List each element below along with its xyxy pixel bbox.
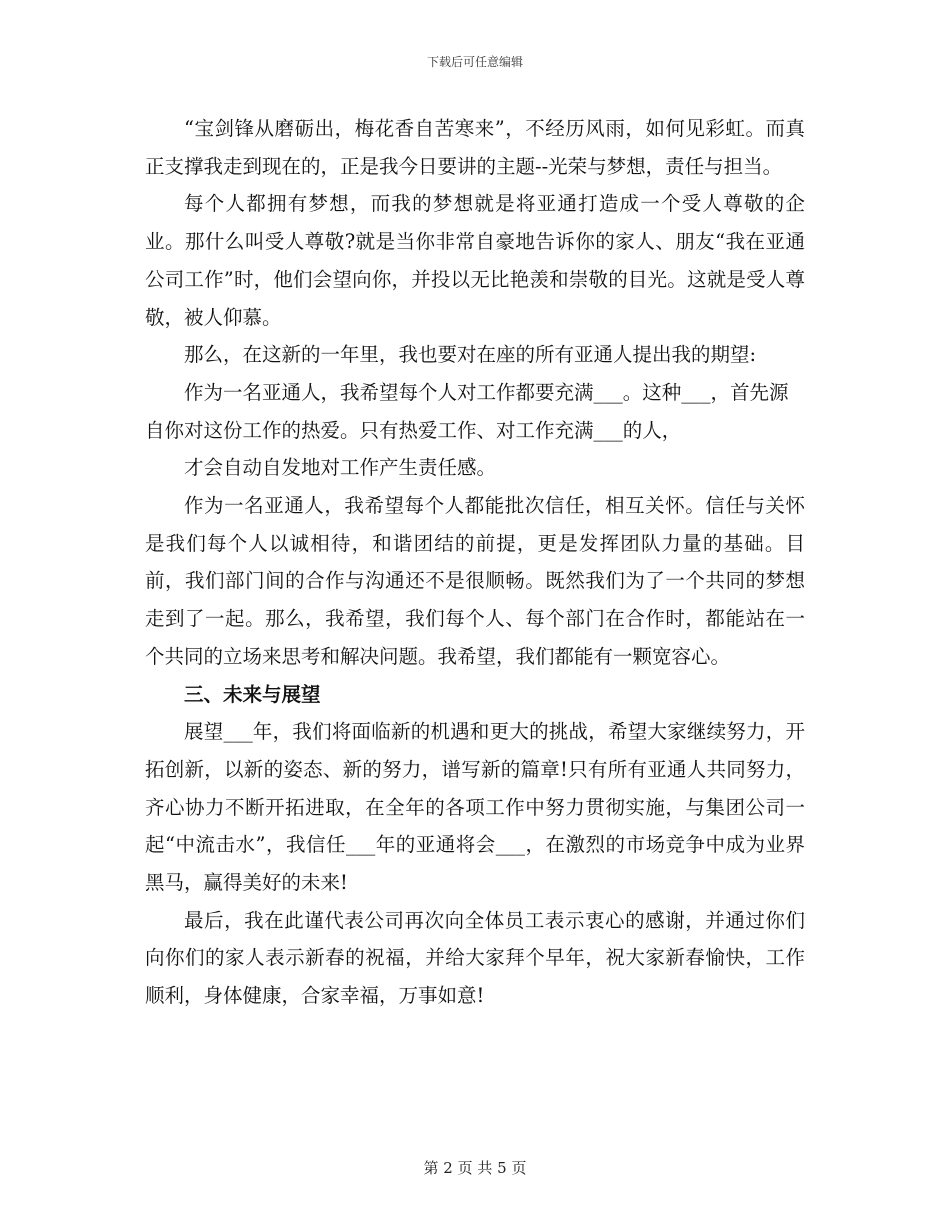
- section-heading: 三、未来与展望: [184, 682, 321, 706]
- document-body: [145, 110, 805, 1015]
- paragraph-outlook: 展望___年，我们将面临新的机遇和更大的挑战，希望大家继续努力，开拓创新，以新的姿态、新的努力，谱写新的篇章!只有所有亚通人共同努力，齐心协力不断开拓进取，在全年的各项工作中努力贯彻实施，与集团公司一起“中流击水”，我信任___年的亚通将会___，在激烈的市场竞争中成为业界黑马，赢得美好的未来!: [145, 720, 805, 895]
- paragraph-passion-line1: 作为一名亚通人，我希望每个人对工作都要充满___。这种___，首先源自你对这份工作的热爱。只有热爱工作、对工作充满___的人，: [145, 380, 789, 442]
- page-header-note: 下载后可任意编辑: [426, 55, 523, 69]
- paragraph-passion: [145, 374, 805, 487]
- page-number: 第 2 页 共 5 页: [423, 1159, 527, 1177]
- paragraph-trust: 作为一名亚通人，我希望每个人都能批次信任，相互关怀。信任与关怀是我们每个人以诚相待，和谐团结的前提，更是发挥团队力量的基础。目前，我们部门间的合作与沟通还不是很顺畅。既然我们为了一个共同的梦想走到了一起。那么，我希望，我们每个人、每个部门在合作时，都能站在一个共同的立场来思考和解决问题。我希望，我们都能有一颗宽容心。: [145, 494, 805, 668]
- paragraph-passion-line2: 才会自动自发地对工作产生责任感。: [184, 456, 497, 480]
- paragraph-expectation-intro: 那么，在这新的一年里，我也要对在座的所有亚通人提出我的期望:: [184, 343, 757, 367]
- paragraph-closing: 最后，我在此谨代表公司再次向全体员工表示衷心的感谢，并通过你们向你们的家人表示新春的祝福，并给大家拜个早年，祝大家新春愉快，工作顺利，身体健康，合家幸福，万事如意!: [145, 908, 805, 1008]
- paragraph-opening-quote: “宝剑锋从磨砺出，梅花香自苦寒来”，不经历风雨，如何见彩虹。而真正支撑我走到现在的，正是我今日要讲的主题--光荣与梦想，责任与担当。: [145, 117, 805, 178]
- paragraph-dream: 每个人都拥有梦想，而我的梦想就是将亚通打造成一个受人尊敬的企业。那什么叫受人尊敬?就是当你非常自豪地告诉你的家人、朋友“我在亚通公司工作”时，他们会望向你，并投以无比艳羡和崇敬的目光。这就是受人尊敬，被人仰慕。: [145, 192, 805, 329]
